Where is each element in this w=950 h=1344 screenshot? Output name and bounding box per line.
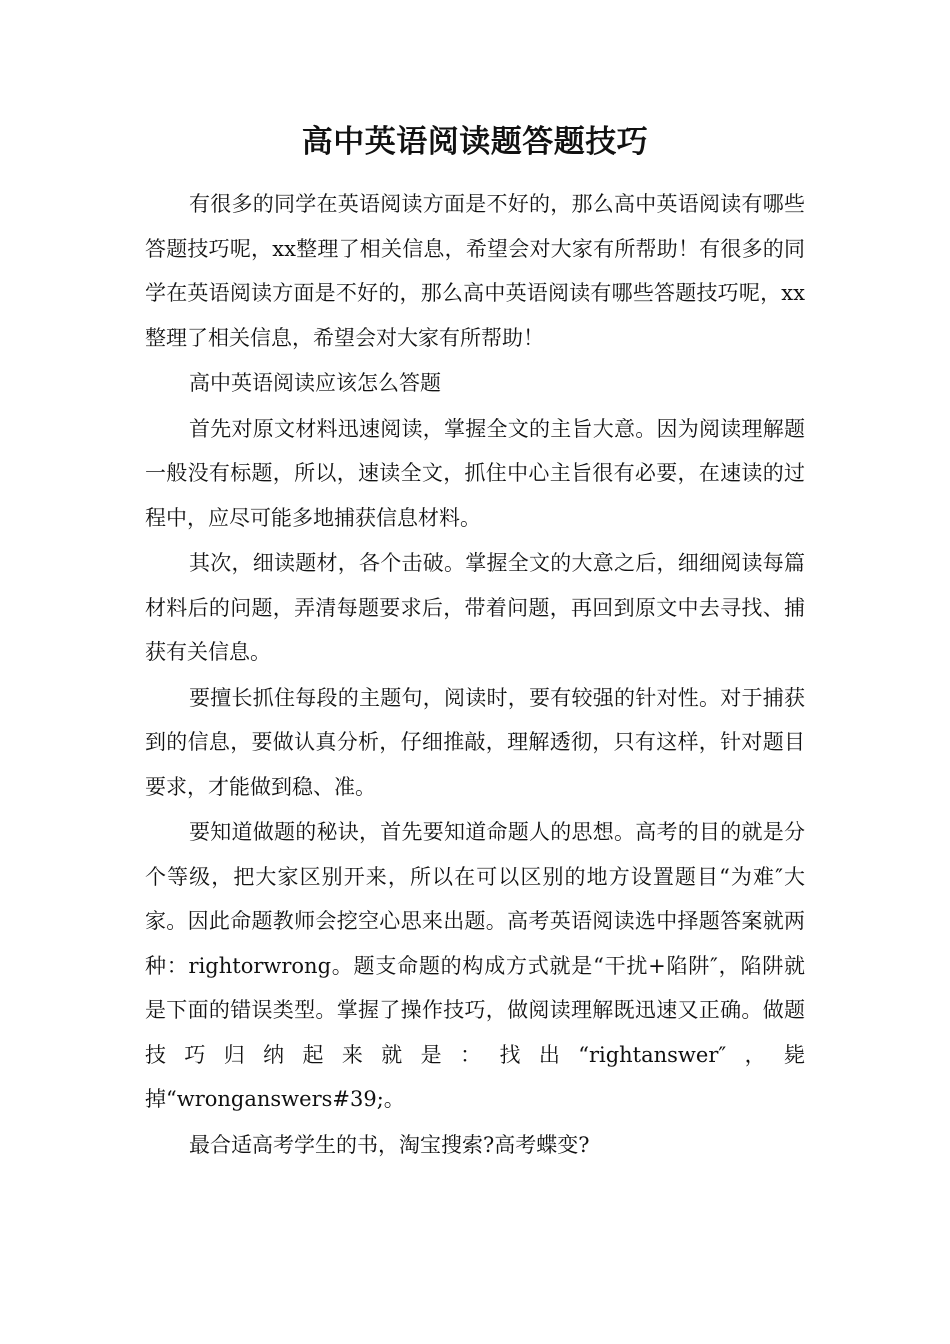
paragraph-book-tip: 最合适高考学生的书，淘宝搜索?高考蝶变? <box>189 1132 590 1157</box>
document-title: 高中英语阅读题答题技巧 <box>301 124 649 160</box>
paragraph-secret: 要知道做题的秘诀，首先要知道命题人的思想。高考的目的就是分个等级，把大家区别开来，所以在可以区别的地方设置题目“为难″大家。因此命题教师会挖空心思来出题。高考英语阅读选中择题答案就两种：rightorwrong。题支命题的构成方式就是“干扰+陷阱″，陷阱就是下面的错误类型。掌握了操作技巧，做阅读理解既迅速又正确。做题技巧归纳起来就是：找出“rightanswer″，毙掉“wronganswers#39;。 <box>145 820 805 1111</box>
paragraph-first-step: 首先对原文材料迅速阅读，掌握全文的主旨大意。因为阅读理解题一般没有标题，所以，速读全文，抓住中心主旨很有必要，在速读的过程中，应尽可能多地捕获信息材料。 <box>145 416 805 530</box>
paragraph-topic-sentence: 要擅长抓住每段的主题句，阅读时，要有较强的针对性。对于捕获到的信息，要做认真分析，仔细推敲，理解透彻，只有这样，针对题目要求，才能做到稳、准。 <box>145 685 805 799</box>
document-body <box>145 118 805 1168</box>
paragraph-second-step: 其次，细读题材，各个击破。掌握全文的大意之后，细细阅读每篇材料后的问题，弄清每题要求后，带着问题，再回到原文中去寻找、捕获有关信息。 <box>145 551 805 664</box>
section-heading: 高中英语阅读应该怎么答题 <box>189 371 441 395</box>
paragraph-intro: 有很多的同学在英语阅读方面是不好的，那么高中英语阅读有哪些答题技巧呢，xx整理了相关信息，希望会对大家有所帮助！有很多的同学在英语阅读方面是不好的，那么高中英语阅读有哪些答题技巧呢，xx整理了相关信息，希望会对大家有所帮助！ <box>145 192 805 350</box>
